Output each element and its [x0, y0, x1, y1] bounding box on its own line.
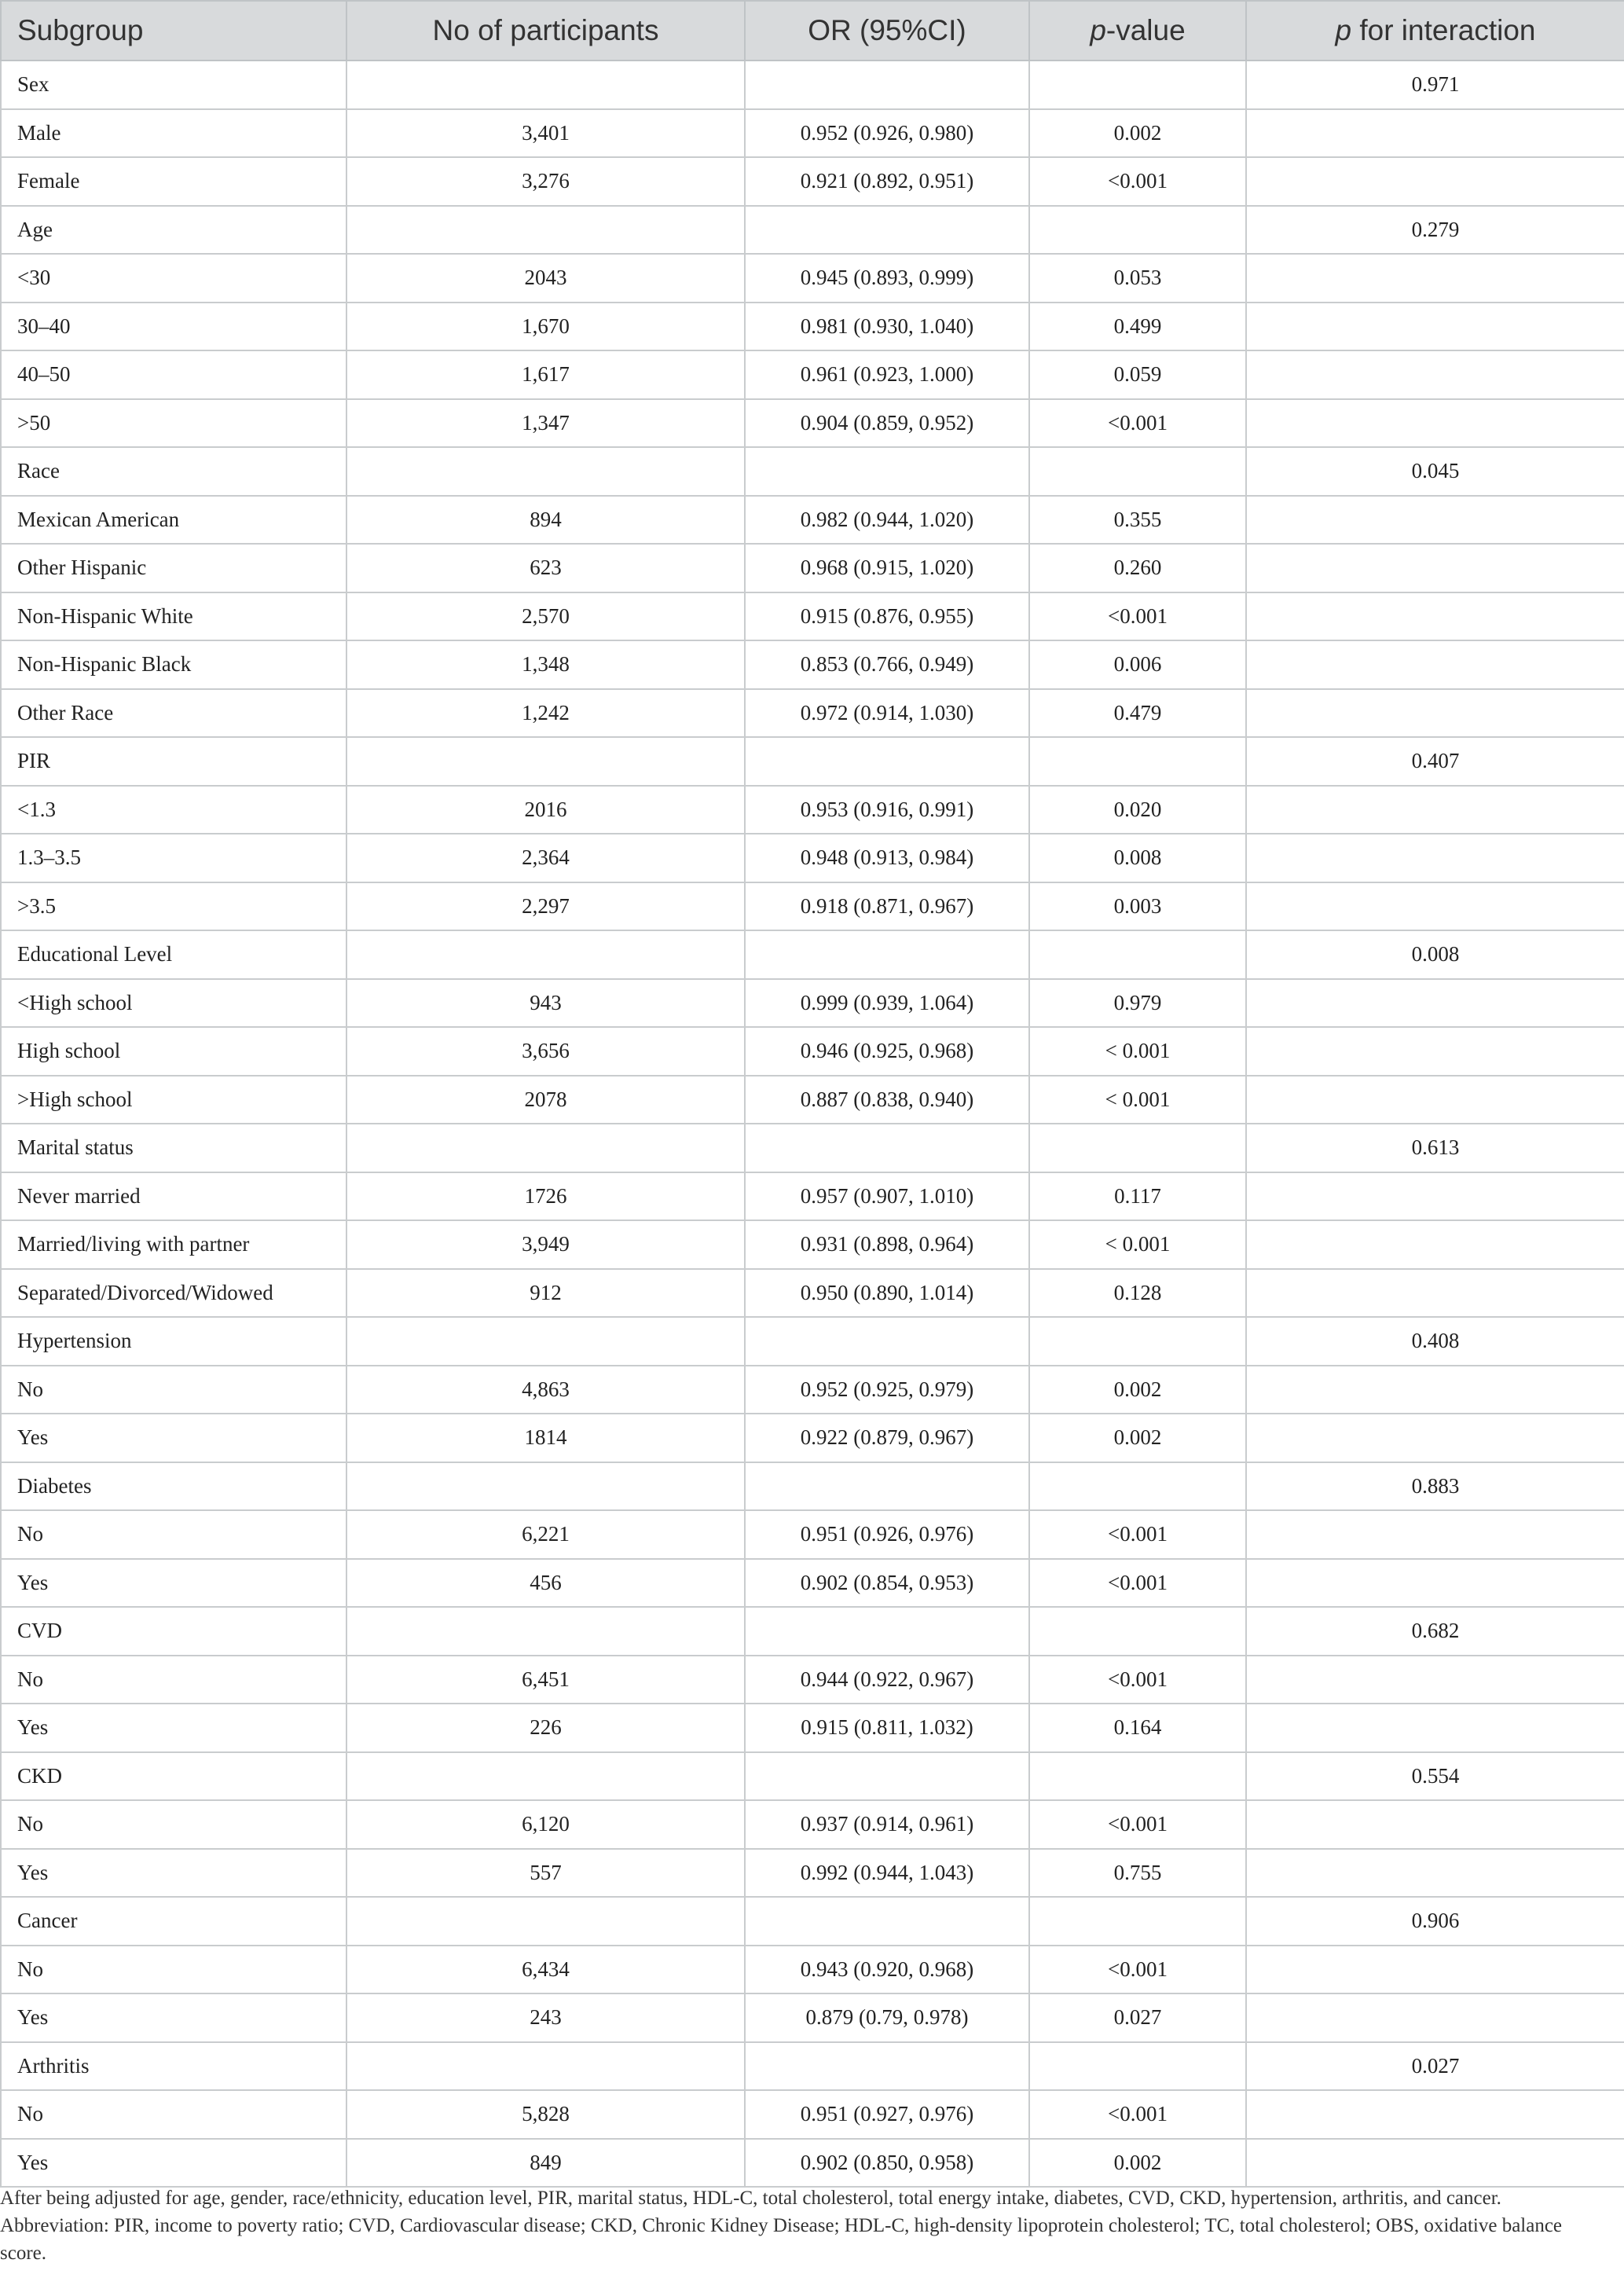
cell-subgroup: Yes [1, 1849, 346, 1898]
cell-p-value: 0.059 [1029, 350, 1246, 399]
table-row [1, 1559, 1624, 1608]
cell-subgroup: Diabetes [1, 1462, 346, 1511]
table-row [1, 61, 1624, 109]
cell-subgroup: CKD [1, 1752, 346, 1801]
cell-participants: 3,656 [346, 1027, 745, 1076]
cell-subgroup: Sex [1, 61, 346, 109]
cell-p-value: 0.006 [1029, 640, 1246, 689]
table-row [1, 544, 1624, 592]
table-row [1, 303, 1624, 351]
header-p-interaction-rest: for interaction [1351, 14, 1536, 46]
cell-odds-ratio: 0.943 (0.920, 0.968) [745, 1946, 1029, 1994]
table-row [1, 1269, 1624, 1318]
cell-subgroup: Yes [1, 1414, 346, 1462]
cell-participants: 623 [346, 544, 745, 592]
cell-odds-ratio: 0.948 (0.913, 0.984) [745, 834, 1029, 882]
cell-p-interaction: 0.027 [1246, 2042, 1624, 2091]
cell-odds-ratio: 0.972 (0.914, 1.030) [745, 689, 1029, 738]
cell-participants: 6,120 [346, 1800, 745, 1849]
table-row [1, 447, 1624, 496]
cell-participants [346, 1317, 745, 1366]
cell-p-value: 0.755 [1029, 1849, 1246, 1898]
cell-participants [346, 61, 745, 109]
cell-p-interaction: 0.971 [1246, 61, 1624, 109]
cell-subgroup: Other Race [1, 689, 346, 738]
cell-participants: 6,221 [346, 1510, 745, 1559]
cell-odds-ratio: 0.931 (0.898, 0.964) [745, 1220, 1029, 1269]
table-row [1, 399, 1624, 448]
cell-p-interaction: 0.407 [1246, 737, 1624, 786]
cell-p-interaction [1246, 254, 1624, 303]
cell-p-interaction [1246, 979, 1624, 1028]
cell-p-value [1029, 206, 1246, 255]
cell-p-value [1029, 1752, 1246, 1801]
cell-p-value: <0.001 [1029, 1559, 1246, 1608]
cell-p-value: 0.027 [1029, 1993, 1246, 2042]
cell-subgroup: Age [1, 206, 346, 255]
cell-participants: 1,670 [346, 303, 745, 351]
cell-p-interaction [1246, 496, 1624, 545]
cell-p-value: 0.002 [1029, 109, 1246, 158]
cell-p-interaction [1246, 640, 1624, 689]
cell-participants: 1814 [346, 1414, 745, 1462]
cell-p-interaction [1246, 1510, 1624, 1559]
cell-p-value: 0.979 [1029, 979, 1246, 1028]
header-p-interaction-italic: p [1335, 14, 1352, 46]
cell-p-value: < 0.001 [1029, 1220, 1246, 1269]
cell-p-value: 0.128 [1029, 1269, 1246, 1318]
table-row [1, 1462, 1624, 1511]
cell-odds-ratio: 0.952 (0.925, 0.979) [745, 1366, 1029, 1414]
cell-participants: 2,364 [346, 834, 745, 882]
cell-p-interaction [1246, 1704, 1624, 1752]
cell-p-interaction [1246, 689, 1624, 738]
cell-odds-ratio: 0.918 (0.871, 0.967) [745, 882, 1029, 931]
cell-participants [346, 930, 745, 979]
cell-p-interaction [1246, 1414, 1624, 1462]
cell-odds-ratio: 0.950 (0.890, 1.014) [745, 1269, 1029, 1318]
cell-subgroup: CVD [1, 1607, 346, 1656]
table-row [1, 1366, 1624, 1414]
cell-participants: 849 [346, 2139, 745, 2188]
cell-p-interaction [1246, 157, 1624, 206]
cell-participants [346, 1752, 745, 1801]
footnote-abbreviation: Abbreviation: PIR, income to poverty ratio; CVD, Cardiovascular disease; CKD, Chronic Kidney Disease; HDL-C, high-density lipoprotein cholesterol; TC, total cholesterol; OBS, oxidative balance score. [0, 2215, 1563, 2264]
cell-p-value: <0.001 [1029, 1800, 1246, 1849]
cell-subgroup: Never married [1, 1172, 346, 1221]
cell-participants: 6,434 [346, 1946, 745, 1994]
header-p-value [1029, 1, 1246, 61]
cell-odds-ratio: 0.957 (0.907, 1.010) [745, 1172, 1029, 1221]
cell-odds-ratio [745, 1752, 1029, 1801]
cell-p-value: <0.001 [1029, 1510, 1246, 1559]
table-row [1, 1946, 1624, 1994]
cell-odds-ratio: 0.946 (0.925, 0.968) [745, 1027, 1029, 1076]
cell-p-interaction [1246, 834, 1624, 882]
cell-subgroup: Married/living with partner [1, 1220, 346, 1269]
cell-p-interaction [1246, 786, 1624, 834]
cell-odds-ratio: 0.937 (0.914, 0.961) [745, 1800, 1029, 1849]
cell-participants: 1,617 [346, 350, 745, 399]
cell-p-value: 0.020 [1029, 786, 1246, 834]
cell-p-interaction [1246, 1027, 1624, 1076]
cell-subgroup: <30 [1, 254, 346, 303]
table-row [1, 157, 1624, 206]
cell-p-value: <0.001 [1029, 2090, 1246, 2139]
cell-odds-ratio: 0.961 (0.923, 1.000) [745, 350, 1029, 399]
cell-p-interaction [1246, 544, 1624, 592]
cell-subgroup: No [1, 2090, 346, 2139]
table-body [1, 61, 1624, 2187]
cell-p-value [1029, 737, 1246, 786]
cell-subgroup: No [1, 1510, 346, 1559]
cell-subgroup: High school [1, 1027, 346, 1076]
cell-participants [346, 1124, 745, 1172]
cell-p-value: 0.008 [1029, 834, 1246, 882]
cell-p-value [1029, 2042, 1246, 2091]
cell-p-interaction [1246, 1559, 1624, 1608]
cell-subgroup: Non-Hispanic Black [1, 640, 346, 689]
cell-odds-ratio: 0.982 (0.944, 1.020) [745, 496, 1029, 545]
cell-p-interaction [1246, 303, 1624, 351]
cell-odds-ratio: 0.879 (0.79, 0.978) [745, 1993, 1029, 2042]
table-row [1, 1704, 1624, 1752]
cell-p-value [1029, 930, 1246, 979]
cell-p-value [1029, 1124, 1246, 1172]
cell-subgroup: 1.3–3.5 [1, 834, 346, 882]
table-row [1, 834, 1624, 882]
table-row [1, 1800, 1624, 1849]
cell-p-interaction [1246, 1366, 1624, 1414]
cell-participants: 2078 [346, 1076, 745, 1124]
cell-p-interaction: 0.906 [1246, 1897, 1624, 1946]
cell-subgroup: >High school [1, 1076, 346, 1124]
cell-participants: 3,276 [346, 157, 745, 206]
cell-odds-ratio [745, 930, 1029, 979]
cell-subgroup: Race [1, 447, 346, 496]
cell-participants [346, 1462, 745, 1511]
cell-p-value [1029, 1462, 1246, 1511]
cell-odds-ratio [745, 206, 1029, 255]
cell-participants: 5,828 [346, 2090, 745, 2139]
cell-subgroup: Cancer [1, 1897, 346, 1946]
table-row [1, 496, 1624, 545]
cell-subgroup: PIR [1, 737, 346, 786]
table-row [1, 882, 1624, 931]
cell-p-value: 0.053 [1029, 254, 1246, 303]
cell-p-interaction [1246, 399, 1624, 448]
cell-p-interaction: 0.279 [1246, 206, 1624, 255]
cell-p-interaction: 0.008 [1246, 930, 1624, 979]
cell-subgroup: <1.3 [1, 786, 346, 834]
cell-participants: 6,451 [346, 1656, 745, 1704]
cell-participants: 226 [346, 1704, 745, 1752]
cell-odds-ratio: 0.981 (0.930, 1.040) [745, 303, 1029, 351]
cell-subgroup: No [1, 1946, 346, 1994]
table-row [1, 979, 1624, 1028]
cell-odds-ratio: 0.922 (0.879, 0.967) [745, 1414, 1029, 1462]
cell-p-value: <0.001 [1029, 1946, 1246, 1994]
table-row [1, 1607, 1624, 1656]
cell-subgroup: >50 [1, 399, 346, 448]
table-row [1, 1993, 1624, 2042]
cell-p-value: <0.001 [1029, 1656, 1246, 1704]
cell-subgroup: Separated/Divorced/Widowed [1, 1269, 346, 1318]
cell-p-value: 0.002 [1029, 1414, 1246, 1462]
cell-participants: 2016 [346, 786, 745, 834]
cell-p-interaction: 0.682 [1246, 1607, 1624, 1656]
table-row [1, 592, 1624, 641]
cell-participants [346, 1607, 745, 1656]
cell-p-value [1029, 1317, 1246, 1366]
cell-odds-ratio: 0.915 (0.876, 0.955) [745, 592, 1029, 641]
cell-p-interaction [1246, 1946, 1624, 1994]
cell-p-value: < 0.001 [1029, 1027, 1246, 1076]
cell-p-interaction [1246, 2090, 1624, 2139]
cell-odds-ratio: 0.952 (0.926, 0.980) [745, 109, 1029, 158]
table-row [1, 737, 1624, 786]
table-row [1, 689, 1624, 738]
cell-p-interaction [1246, 1800, 1624, 1849]
cell-participants: 456 [346, 1559, 745, 1608]
cell-odds-ratio: 0.902 (0.854, 0.953) [745, 1559, 1029, 1608]
cell-participants: 1726 [346, 1172, 745, 1221]
cell-subgroup: <High school [1, 979, 346, 1028]
table-row [1, 1172, 1624, 1221]
cell-odds-ratio: 0.904 (0.859, 0.952) [745, 399, 1029, 448]
footnote-adjustment: After being adjusted for age, gender, race/ethnicity, education level, PIR, marital status, HDL-C, total cholesterol, total energy intake, diabetes, CVD, CKD, hypertension, arthritis, and cancer. [0, 2188, 1501, 2209]
cell-participants [346, 2042, 745, 2091]
cell-p-interaction [1246, 1220, 1624, 1269]
cell-subgroup: No [1, 1656, 346, 1704]
cell-subgroup: No [1, 1366, 346, 1414]
table-row [1, 254, 1624, 303]
cell-participants [346, 206, 745, 255]
cell-p-value: <0.001 [1029, 157, 1246, 206]
cell-odds-ratio: 0.902 (0.850, 0.958) [745, 2139, 1029, 2188]
table-row [1, 1752, 1624, 1801]
cell-subgroup: Yes [1, 1993, 346, 2042]
cell-participants: 2,570 [346, 592, 745, 641]
cell-p-value: 0.355 [1029, 496, 1246, 545]
cell-odds-ratio: 0.951 (0.927, 0.976) [745, 2090, 1029, 2139]
table-row [1, 1124, 1624, 1172]
cell-participants [346, 1897, 745, 1946]
cell-subgroup: Female [1, 157, 346, 206]
cell-odds-ratio: 0.945 (0.893, 0.999) [745, 254, 1029, 303]
cell-odds-ratio [745, 1462, 1029, 1511]
cell-p-interaction: 0.883 [1246, 1462, 1624, 1511]
cell-p-value: 0.164 [1029, 1704, 1246, 1752]
table-row [1, 2042, 1624, 2091]
cell-odds-ratio [745, 1607, 1029, 1656]
cell-odds-ratio [745, 447, 1029, 496]
table-row [1, 930, 1624, 979]
cell-p-value [1029, 1607, 1246, 1656]
table-row [1, 1510, 1624, 1559]
cell-p-interaction [1246, 2139, 1624, 2188]
table-row [1, 2139, 1624, 2188]
table-row [1, 1656, 1624, 1704]
cell-p-interaction [1246, 1076, 1624, 1124]
cell-odds-ratio [745, 61, 1029, 109]
cell-subgroup: 40–50 [1, 350, 346, 399]
header-odds-ratio: OR (95%CI) [745, 1, 1029, 61]
cell-odds-ratio: 0.853 (0.766, 0.949) [745, 640, 1029, 689]
table-footnote [0, 2184, 1611, 2267]
cell-odds-ratio: 0.999 (0.939, 1.064) [745, 979, 1029, 1028]
table-row [1, 640, 1624, 689]
cell-subgroup: >3.5 [1, 882, 346, 931]
cell-participants: 4,863 [346, 1366, 745, 1414]
cell-odds-ratio: 0.951 (0.926, 0.976) [745, 1510, 1029, 1559]
cell-participants: 943 [346, 979, 745, 1028]
table-row [1, 109, 1624, 158]
cell-participants: 243 [346, 1993, 745, 2042]
cell-p-interaction: 0.613 [1246, 1124, 1624, 1172]
cell-participants: 557 [346, 1849, 745, 1898]
table-row [1, 1897, 1624, 1946]
table-row [1, 1076, 1624, 1124]
table-row [1, 206, 1624, 255]
cell-participants: 3,401 [346, 109, 745, 158]
cell-participants: 1,242 [346, 689, 745, 738]
cell-subgroup: Male [1, 109, 346, 158]
table-row [1, 1849, 1624, 1898]
cell-p-interaction: 0.408 [1246, 1317, 1624, 1366]
cell-participants: 3,949 [346, 1220, 745, 1269]
cell-subgroup: Yes [1, 2139, 346, 2188]
cell-participants [346, 447, 745, 496]
cell-participants: 894 [346, 496, 745, 545]
cell-p-value: < 0.001 [1029, 1076, 1246, 1124]
cell-odds-ratio [745, 1317, 1029, 1366]
cell-odds-ratio: 0.992 (0.944, 1.043) [745, 1849, 1029, 1898]
cell-subgroup: Hypertension [1, 1317, 346, 1366]
cell-p-value: 0.117 [1029, 1172, 1246, 1221]
header-p-interaction [1246, 1, 1624, 61]
cell-odds-ratio: 0.953 (0.916, 0.991) [745, 786, 1029, 834]
cell-p-interaction [1246, 1993, 1624, 2042]
cell-p-value: <0.001 [1029, 399, 1246, 448]
cell-p-interaction [1246, 882, 1624, 931]
cell-p-value [1029, 1897, 1246, 1946]
cell-p-value: 0.002 [1029, 2139, 1246, 2188]
table-row [1, 2090, 1624, 2139]
cell-p-value: 0.499 [1029, 303, 1246, 351]
cell-participants: 1,347 [346, 399, 745, 448]
cell-p-value: 0.479 [1029, 689, 1246, 738]
cell-odds-ratio: 0.944 (0.922, 0.967) [745, 1656, 1029, 1704]
cell-p-value: 0.002 [1029, 1366, 1246, 1414]
cell-participants: 2043 [346, 254, 745, 303]
cell-odds-ratio: 0.921 (0.892, 0.951) [745, 157, 1029, 206]
cell-odds-ratio [745, 2042, 1029, 2091]
cell-p-interaction: 0.554 [1246, 1752, 1624, 1801]
cell-subgroup: Mexican American [1, 496, 346, 545]
cell-participants: 912 [346, 1269, 745, 1318]
cell-odds-ratio [745, 737, 1029, 786]
cell-p-interaction [1246, 350, 1624, 399]
cell-p-interaction [1246, 592, 1624, 641]
cell-subgroup: Educational Level [1, 930, 346, 979]
cell-participants: 1,348 [346, 640, 745, 689]
cell-odds-ratio: 0.887 (0.838, 0.940) [745, 1076, 1029, 1124]
cell-p-interaction [1246, 109, 1624, 158]
table-row [1, 786, 1624, 834]
cell-p-value [1029, 61, 1246, 109]
cell-odds-ratio [745, 1897, 1029, 1946]
header-subgroup: Subgroup [1, 1, 346, 61]
cell-subgroup: Other Hispanic [1, 544, 346, 592]
cell-p-interaction [1246, 1269, 1624, 1318]
cell-subgroup: Yes [1, 1559, 346, 1608]
cell-subgroup: Yes [1, 1704, 346, 1752]
cell-p-value: 0.260 [1029, 544, 1246, 592]
cell-p-interaction [1246, 1656, 1624, 1704]
cell-subgroup: 30–40 [1, 303, 346, 351]
cell-p-value: 0.003 [1029, 882, 1246, 931]
cell-p-interaction: 0.045 [1246, 447, 1624, 496]
header-p-value-rest: -value [1105, 14, 1186, 46]
cell-p-interaction [1246, 1172, 1624, 1221]
header-p-value-italic: p [1090, 14, 1106, 46]
table-row [1, 350, 1624, 399]
cell-p-value: <0.001 [1029, 592, 1246, 641]
cell-p-value [1029, 447, 1246, 496]
table-row [1, 1220, 1624, 1269]
cell-participants: 2,297 [346, 882, 745, 931]
table-row [1, 1414, 1624, 1462]
cell-odds-ratio: 0.915 (0.811, 1.032) [745, 1704, 1029, 1752]
cell-subgroup: No [1, 1800, 346, 1849]
cell-subgroup: Non-Hispanic White [1, 592, 346, 641]
table-row [1, 1027, 1624, 1076]
cell-odds-ratio: 0.968 (0.915, 1.020) [745, 544, 1029, 592]
header-participants: No of participants [346, 1, 745, 61]
table-row [1, 1317, 1624, 1366]
cell-subgroup: Arthritis [1, 2042, 346, 2091]
cell-p-interaction [1246, 1849, 1624, 1898]
cell-participants [346, 737, 745, 786]
cell-subgroup: Marital status [1, 1124, 346, 1172]
header-row [1, 1, 1624, 61]
cell-odds-ratio [745, 1124, 1029, 1172]
